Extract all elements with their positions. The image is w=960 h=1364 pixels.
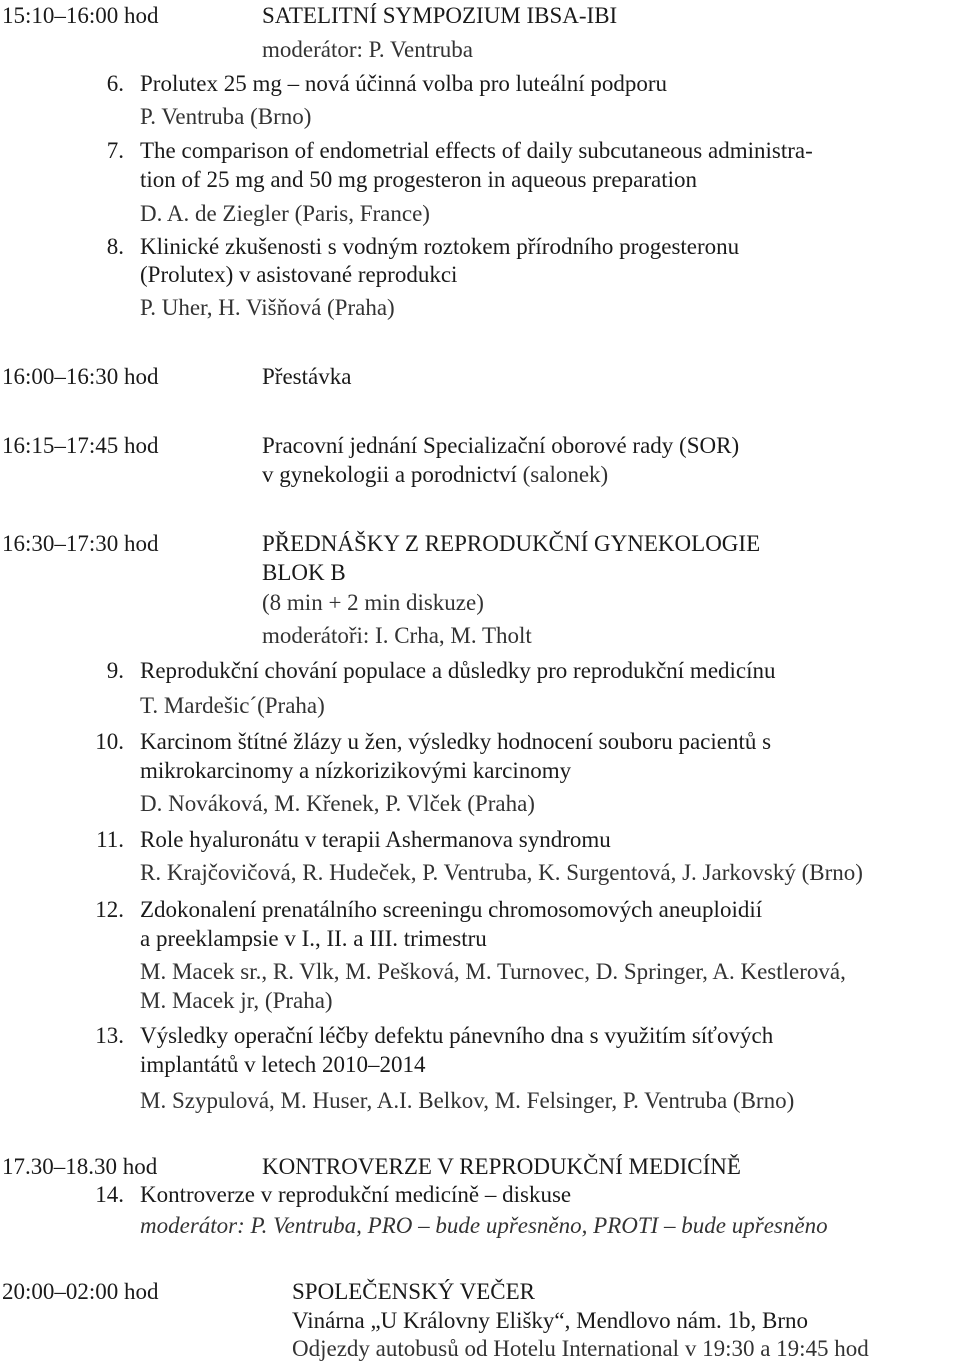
item-title: a preeklampsie v I., II. a III. trimestru [140, 926, 487, 951]
item-title: The comparison of endometrial effects of daily subcutaneous administra- [140, 138, 813, 163]
item-number: 9. [106, 658, 124, 683]
item-title: Prolutex 25 mg – nová účinná volba pro luteální podporu [140, 71, 667, 96]
item-title: Klinické zkušenosti s vodným roztokem přírodního progesteronu [140, 234, 740, 259]
session-transport: Odjezdy autobusů od Hotelu International v 19:30 a 19:45 hod [292, 1336, 869, 1361]
item-authors: P. Ventruba (Brno) [140, 104, 312, 129]
item-authors: moderátor: P. Ventruba, PRO – bude upřesněno, PROTI – bude upřesněno [140, 1213, 828, 1238]
item-number: 8. [106, 234, 124, 259]
session-room-note: (salonek) [522, 462, 609, 487]
item-authors: M. Macek jr, (Praha) [140, 988, 333, 1013]
item-title: Výsledky operační léčby defektu pánevního dna s využitím síťových [140, 1023, 774, 1048]
item-authors: D. Nováková, M. Křenek, P. Vlček (Praha) [140, 791, 535, 816]
item-number: 10. [95, 729, 124, 754]
session-time: 17.30–18.30 hod [2, 1154, 158, 1179]
item-authors: M. Macek sr., R. Vlk, M. Pešková, M. Turnovec, D. Springer, A. Kestlerová, [140, 959, 846, 984]
item-number: 12. [95, 897, 124, 922]
item-authors: T. Mardešic´(Praha) [140, 693, 325, 718]
item-number: 14. [95, 1182, 124, 1207]
session-subtitle-main: v gynekologii a porodnictví [262, 462, 517, 487]
item-number: 7. [106, 138, 124, 163]
session-title: Přestávka [262, 364, 352, 389]
session-moderators: moderátoři: I. Crha, M. Tholt [262, 623, 532, 648]
item-number: 13. [95, 1023, 124, 1048]
item-title: mikrokarcinomy a nízkorizikovými karcinomy [140, 758, 572, 783]
session-time: 16:15–17:45 hod [2, 433, 159, 458]
item-title: Reprodukční chování populace a důsledky pro reprodukční medicínu [140, 658, 776, 683]
item-authors: P. Uher, H. Višňová (Praha) [140, 295, 395, 320]
session-title: PŘEDNÁŠKY Z REPRODUKČNÍ GYNEKOLOGIE [262, 531, 761, 556]
session-subtitle [262, 461, 608, 489]
item-title: Karcinom štítné žlázy u žen, výsledky hodnocení souboru pacientů s [140, 729, 772, 754]
session-title: SATELITNÍ SYMPOZIUM IBSA-IBI [262, 3, 618, 28]
item-title: Role hyaluronátu v terapii Ashermanova syndromu [140, 827, 611, 852]
item-title: (Prolutex) v asistované reprodukci [140, 262, 458, 287]
session-title: SPOLEČENSKÝ VEČER [292, 1279, 536, 1304]
session-time: 16:30–17:30 hod [2, 531, 159, 556]
session-moderator: moderátor: P. Ventruba [262, 37, 474, 62]
session-venue: Vinárna „U Královny Elišky“, Mendlovo nám. 1b, Brno [292, 1308, 809, 1333]
session-time: 15:10–16:00 hod [2, 3, 159, 28]
item-authors: R. Krajčovičová, R. Hudeček, P. Ventruba, K. Surgentová, J. Jarkovský (Brno) [140, 860, 863, 885]
session-time: 16:00–16:30 hod [2, 364, 159, 389]
item-number: 6. [106, 71, 124, 96]
session-time: 20:00–02:00 hod [2, 1279, 159, 1304]
session-format: (8 min + 2 min diskuze) [262, 590, 484, 615]
item-authors: M. Szypulová, M. Huser, A.I. Belkov, M. Felsinger, P. Ventruba (Brno) [140, 1088, 795, 1113]
item-title: implantátů v letech 2010–2014 [140, 1052, 426, 1077]
session-block: BLOK B [262, 560, 346, 585]
item-number: 11. [96, 827, 124, 852]
item-title: Zdokonalení prenatálního screeningu chromosomových aneuploidií [140, 897, 763, 922]
item-title: tion of 25 mg and 50 mg progesteron in aqueous preparation [140, 167, 697, 192]
item-authors: D. A. de Ziegler (Paris, France) [140, 201, 430, 226]
session-title: Pracovní jednání Specializační oborové rady (SOR) [262, 433, 740, 458]
item-title: Kontroverze v reprodukční medicíně – diskuse [140, 1182, 572, 1207]
session-title: KONTROVERZE V REPRODUKČNÍ MEDICÍNĚ [262, 1154, 741, 1179]
